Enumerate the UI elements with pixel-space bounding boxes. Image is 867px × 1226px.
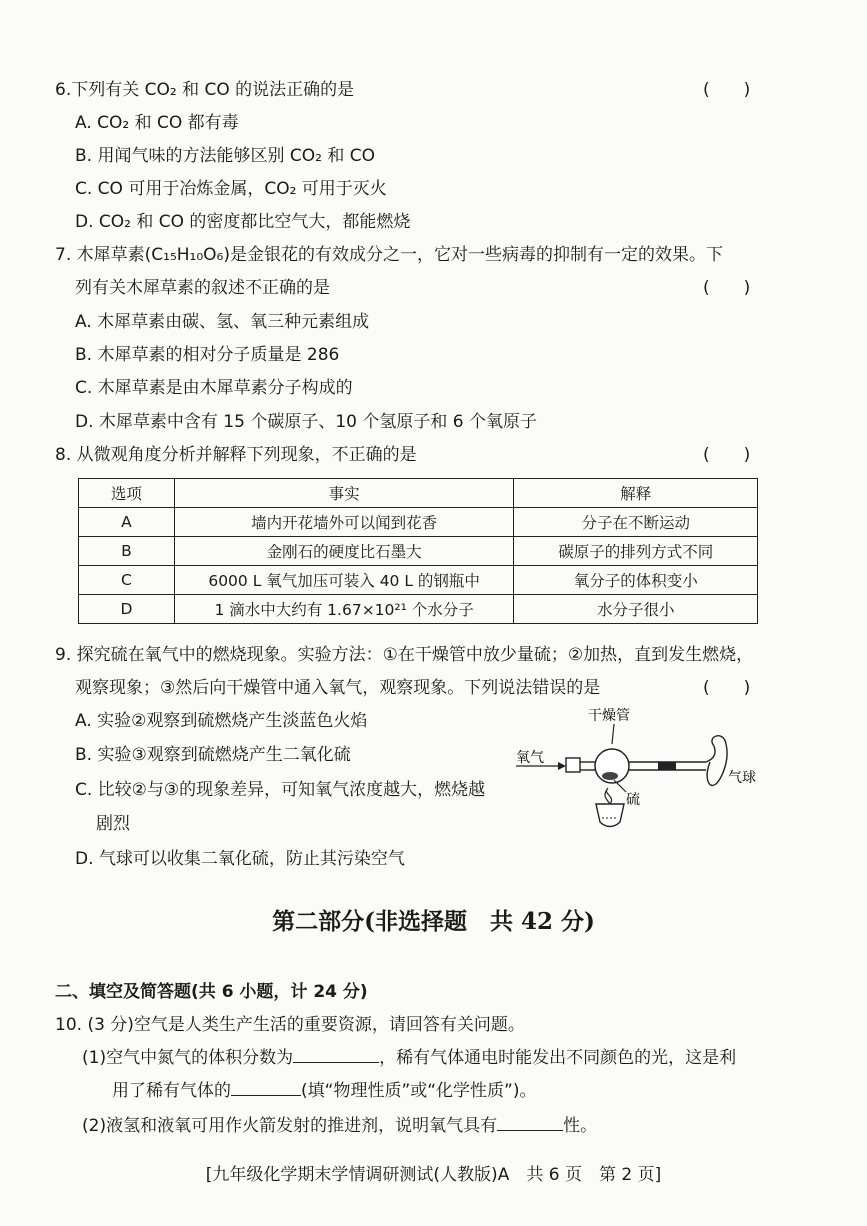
sulfur-sample [602,772,618,780]
q9-option-c-cont: 剧烈 [96,814,130,834]
q9-option-b: B. 实验③观察到硫燃烧产生二氧化硫 [75,745,351,765]
q10-sub2-line [82,1114,597,1138]
answer-blank[interactable] [231,1079,301,1096]
q6-option-c: C. CO 可用于冶炼金属，CO₂ 可用于灭火 [75,179,387,199]
table-cell: 墙内开花墙外可以闻到花香 [174,508,514,537]
table-header-explanation: 解释 [514,479,758,508]
q9-answer-paren: ( ) [703,678,751,698]
table-header-fact: 事实 [174,479,514,508]
section2-heading: 二、填空及简答题(共 6 小题，计 24 分) [55,982,368,1002]
q6-answer-paren: ( ) [703,80,751,100]
q10-sub1-text-d: (填“物理性质”或“化学性质”)。 [301,1081,537,1101]
q9-option-a: A. 实验②观察到硫燃烧产生淡蓝色火焰 [75,711,368,731]
table-cell: 1 滴水中大约有 1.67×10²¹ 个水分子 [174,595,514,624]
sulfur-label: 硫 [626,792,640,808]
stopper [566,758,580,772]
table-row [79,508,758,537]
table-cell: 6000 L 氧气加压可装入 40 L 的钢瓶中 [174,566,514,595]
alcohol-lamp [596,804,624,827]
q7-stem-line1: 7. 木犀草素(C₁₅H₁₀O₆)是金银花的有效成分之一，它对一些病毒的抑制有一定的效果。下 [55,245,723,265]
q10-sub1-line2 [112,1079,537,1103]
q8-answer-paren: ( ) [703,445,751,465]
q10-sub2-text-a: (2)液氢和液氧可用作火箭发射的推进剂，说明氧气具有 [82,1116,498,1136]
q7-option-c: C. 木犀草素是由木犀草素分子构成的 [75,378,353,398]
q6-option-b: B. 用闻气味的方法能够区别 CO₂ 和 CO [75,146,375,166]
q10-sub1-text-c: 用了稀有气体的 [112,1081,231,1101]
table-row [79,595,758,624]
page-footer: [九年级化学期末学情调研测试(人教版)A 共 6 页 第 2 页] [205,1165,662,1185]
table-header-row [79,479,758,508]
table-cell: A [79,508,175,537]
balloon-neck [706,746,715,762]
q6-option-d: D. CO₂ 和 CO 的密度都比空气大，都能燃烧 [75,212,411,232]
table-cell: D [79,595,175,624]
q9-option-d: D. 气球可以收集二氧化硫，防止其污染空气 [75,849,405,869]
table-cell: C [79,566,175,595]
drying-tube-pointer [612,724,614,744]
q7-answer-paren: ( ) [703,278,751,298]
table-row [79,537,758,566]
apparatus-diagram [510,700,770,830]
q7-stem-line2: 列有关木犀草素的叙述不正确的是 [75,278,330,298]
table-cell: 碳原子的排列方式不同 [514,537,758,566]
answer-blank[interactable] [293,1046,379,1063]
q9-option-c: C. 比较②与③的现象差异，可知氧气浓度越大，燃烧越 [75,780,486,800]
answer-blank[interactable] [497,1114,563,1131]
q6-option-a: A. CO₂ 和 CO 都有毒 [75,113,239,133]
table-row [79,566,758,595]
table-cell: 氧分子的体积变小 [514,566,758,595]
q7-option-d: D. 木犀草素中含有 15 个碳原子、10 个氢原子和 6 个氧原子 [75,412,537,432]
q7-option-b: B. 木犀草素的相对分子质量是 286 [75,345,340,365]
q9-stem-line2: 观察现象；③然后向干燥管中通入氧气，观察现象。下列说法错误的是 [75,678,601,698]
q10-sub1-text-b: ，稀有气体通电时能发出不同颜色的光，这是利 [379,1048,737,1068]
q9-stem-line1: 9. 探究硫在氧气中的燃烧现象。实验方法：①在干燥管中放少量硫；②加热，直到发生燃烧， [55,645,754,665]
q10-sub1-text-a: (1)空气中氮气的体积分数为 [82,1048,294,1068]
drying-tube-label: 干燥管 [588,708,630,724]
table-cell: 分子在不断运动 [514,508,758,537]
table-cell: B [79,537,175,566]
part2-title: 第二部分(非选择题 共 42 分) [272,908,595,935]
table-cell: 水分子很小 [514,595,758,624]
oxygen-label: 氧气 [516,750,544,766]
tube-connector [658,762,676,770]
oxygen-arrow-head [558,762,566,770]
q6-stem: 6.下列有关 CO₂ 和 CO 的说法正确的是 [55,80,355,100]
table-cell: 金刚石的硬度比石墨大 [174,537,514,566]
q10-stem: 10. (3 分)空气是人类生产生活的重要资源，请回答有关问题。 [55,1015,525,1035]
q10-sub2-text-b: 性。 [563,1116,598,1136]
q10-sub1-line1 [82,1046,736,1070]
q8-stem: 8. 从微观角度分析并解释下列现象，不正确的是 [55,445,417,465]
q8-table [78,478,758,624]
balloon-label: 气球 [728,770,756,786]
flame-icon [605,788,612,804]
q7-option-a: A. 木犀草素由碳、氢、氧三种元素组成 [75,312,370,332]
table-header-option: 选项 [79,479,175,508]
